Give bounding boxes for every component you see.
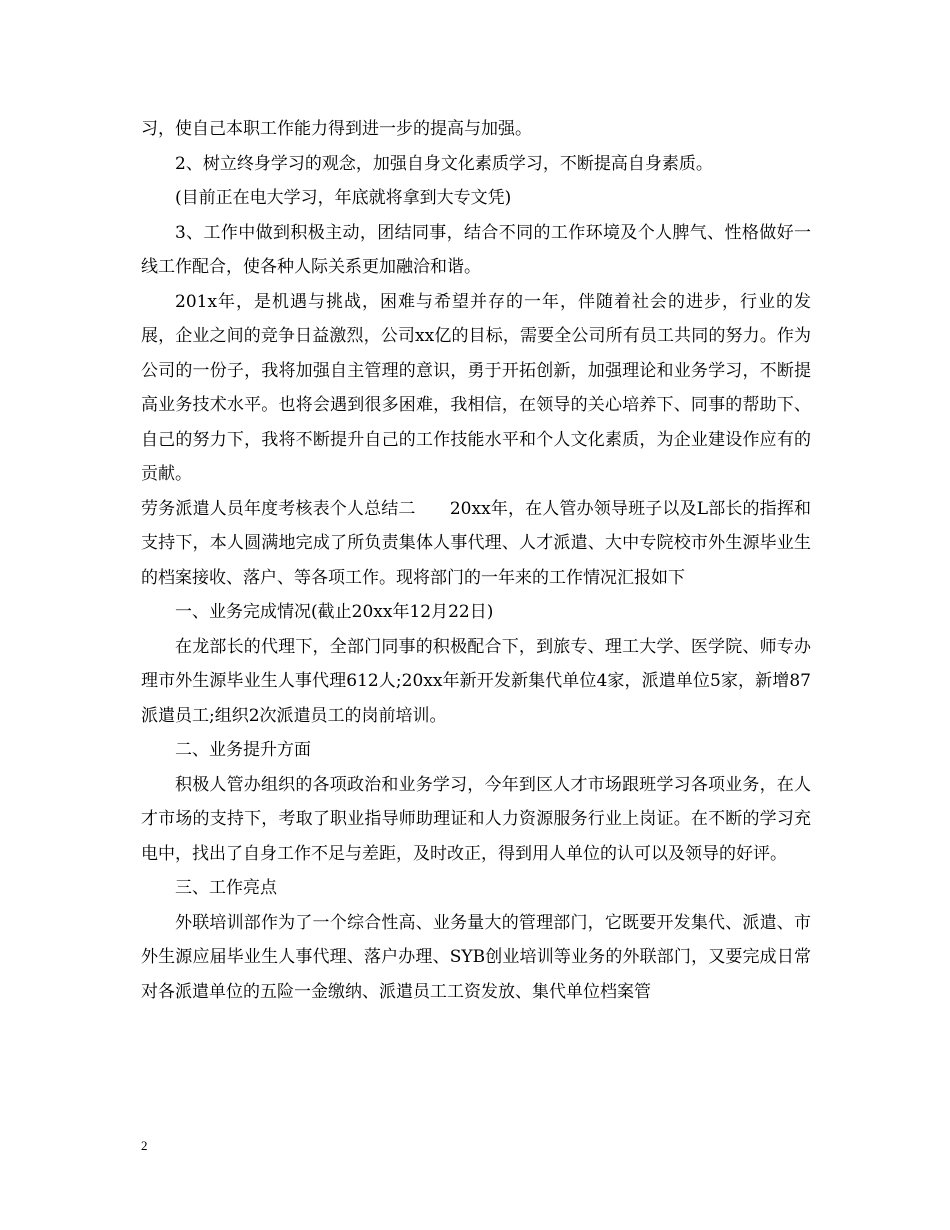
paragraph: 二、业务提升方面: [175, 740, 311, 760]
document-body: [141, 112, 811, 1009]
paragraph: 一、业务完成情况(截止20xx年12月22日): [175, 602, 494, 622]
paragraph: 习，使自己本职工作能力得到进一步的提高与加强。: [141, 119, 532, 139]
paragraph: 2、树立终身学习的观念，加强自身文化素质学习，不断提高自身素质。: [175, 153, 713, 174]
paragraph: 劳务派遣人员年度考核表个人总结二 20xx年，在人管办领导班子以及L部长的指挥和支持下，本人圆满地完成了所负责集体人事代理、人才派遣、大中专院校市外生源毕业生的档案接收、落户、等各项工作。现将部门的一年来的工作情况汇报如下: [141, 498, 811, 588]
paragraph: 外联培训部作为了一个综合性高、业务量大的管理部门，它既要开发集代、派遣、市外生源应届毕业生人事代理、落户办理、SYB创业培训等业务的外联部门，又要完成日常对各派遣单位的五险一金缴纳、派遣员工工资发放、集代单位档案管: [141, 912, 811, 1002]
paragraph: 三、工作亮点: [175, 878, 277, 898]
paragraph: 201x年，是机遇与挑战，困难与希望并存的一年，伴随着社会的进步，行业的发展，企业之间的竞争日益激烈，公司xx亿的目标，需要全公司所有员工共同的努力。作为公司的一份子，我将加强自主管理的意识，勇于开拓创新，加强理论和业务学习，不断提高业务技术水平。也将会遇到很多困难，我相信，在领导的关心培养下、同事的帮助下、自己的努力下，我将不断提升自己的工作技能水平和个人文化素质，为企业建设作应有的贡献。: [141, 291, 811, 484]
page-number: 2: [141, 1138, 148, 1153]
paragraph: 3、工作中做到积极主动，团结同事，结合不同的工作环境及个人脾气、性格做好一线工作配合，使各种人际关系更加融洽和谐。: [141, 222, 811, 277]
paragraph: 在龙部长的代理下，全部门同事的积极配合下，到旅专、理工大学、医学院、师专办理市外生源毕业生人事代理612人;20xx年新开发新集代单位4家，派遣单位5家，新增87派遣员工;组织2次派遣员工的岗前培训。: [141, 636, 811, 726]
paragraph: (目前正在电大学习，年底就将拿到大专文凭): [175, 188, 512, 208]
paragraph: 积极人管办组织的各项政治和业务学习，今年到区人才市场跟班学习各项业务，在人才市场的支持下，考取了职业指导师助理证和人力资源服务行业上岗证。在不断的学习充电中，找出了自身工作不足与差距，及时改正，得到用人单位的认可以及领导的好评。: [141, 774, 811, 864]
